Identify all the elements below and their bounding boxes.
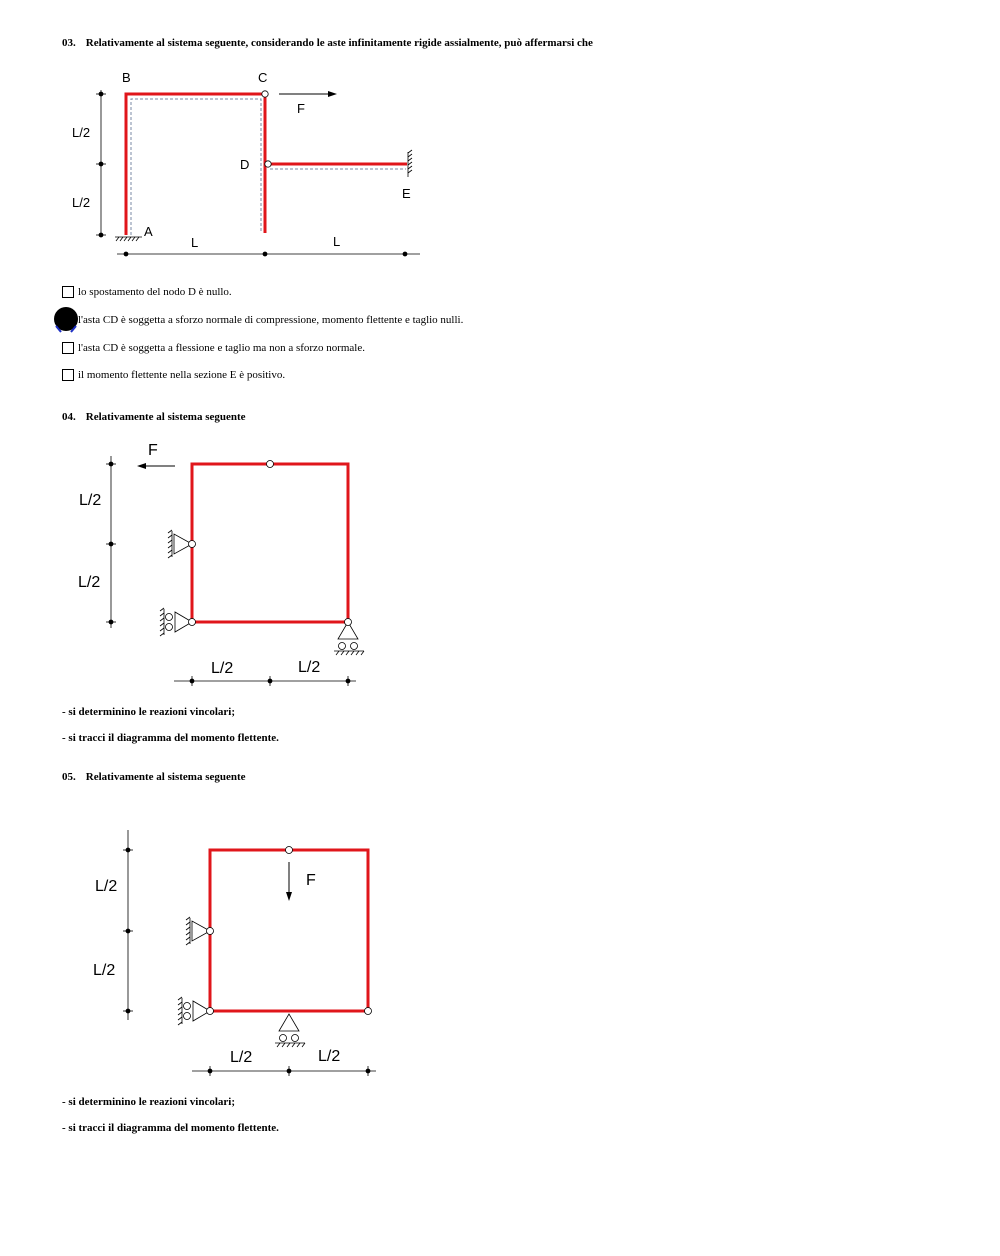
frame-members [192, 464, 348, 622]
fixed-support-a [115, 237, 142, 241]
fixed-support-e [408, 150, 412, 177]
label-d: D [240, 157, 250, 172]
label-c: C [258, 70, 268, 85]
dim-h1: L/2 [211, 660, 234, 677]
question-number: 04. [62, 411, 76, 423]
dim-h2: L/2 [318, 1048, 341, 1065]
option-text: lo spostamento del nodo D è nullo. [78, 286, 232, 298]
internal-hinge [267, 461, 274, 468]
label-b: B [122, 70, 131, 85]
dim-v2: L/2 [72, 195, 91, 210]
dim-v1: L/2 [72, 125, 91, 140]
force-arrow-f [279, 91, 337, 97]
question-05-title [62, 771, 246, 783]
roller-support-right [334, 619, 364, 656]
label-f: F [148, 442, 158, 459]
checkbox[interactable] [62, 286, 74, 298]
question-number: 05. [62, 771, 76, 783]
question-text: Relativamente al sistema seguente [85, 411, 246, 423]
frame-diagram-q05 [88, 826, 408, 1086]
checkbox-selected[interactable] [62, 314, 74, 326]
frame-diagram-q03 [60, 65, 440, 265]
label-e: E [402, 186, 411, 201]
hinge-d [265, 161, 271, 167]
roller-support-bottom-mid [275, 1014, 305, 1047]
question-03-title [62, 37, 593, 49]
question-number: 03. [62, 37, 76, 49]
roller-support-left-bottom [160, 608, 196, 636]
task-2: - si tracci il diagramma del momento flettente. [62, 1122, 279, 1134]
label-f: F [306, 872, 316, 889]
corner-hinge [365, 1008, 372, 1015]
question-text: Relativamente al sistema seguente [85, 771, 246, 783]
roller-support-left-bottom [178, 997, 214, 1025]
question-04-title [62, 411, 246, 423]
checkbox[interactable] [62, 342, 74, 354]
dim-h1: L/2 [230, 1049, 253, 1066]
selection-tick-icon [54, 324, 78, 334]
dim-v2: L/2 [78, 574, 101, 591]
dim-v1: L/2 [95, 878, 118, 895]
option-3[interactable] [62, 342, 365, 354]
label-f: F [297, 101, 305, 116]
option-1[interactable] [62, 286, 232, 298]
option-2[interactable] [62, 314, 463, 326]
option-4[interactable] [62, 369, 285, 381]
dim-v2: L/2 [93, 962, 116, 979]
hinge-c [262, 91, 268, 97]
question-text: Relativamente al sistema seguente, considerando le aste infinitamente rigide assialmente, può affermarsi che [85, 37, 593, 49]
dimension-lines [123, 830, 376, 1076]
task-2: - si tracci il diagramma del momento flettente. [62, 732, 279, 744]
dim-v1: L/2 [79, 492, 102, 509]
dim-h2: L/2 [298, 659, 321, 676]
force-arrow-f [286, 862, 292, 901]
force-arrow-f [137, 463, 175, 469]
task-1: - si determinino le reazioni vincolari; [62, 1096, 236, 1108]
dim-h1: L [191, 235, 199, 250]
option-text: l'asta CD è soggetta a flessione e taglio ma non a sforzo normale. [78, 342, 365, 354]
option-text: il momento flettente nella sezione E è positivo. [78, 369, 286, 381]
label-a: A [144, 224, 153, 239]
dim-h2: L [333, 234, 341, 249]
internal-hinge [286, 847, 293, 854]
option-text: l'asta CD è soggetta a sforzo normale di compressione, momento flettente e taglio nulli. [78, 314, 464, 326]
checkbox[interactable] [62, 369, 74, 381]
dimension-lines [106, 456, 356, 686]
task-1: - si determinino le reazioni vincolari; [62, 706, 236, 718]
frame-diagram-q04 [70, 438, 390, 688]
